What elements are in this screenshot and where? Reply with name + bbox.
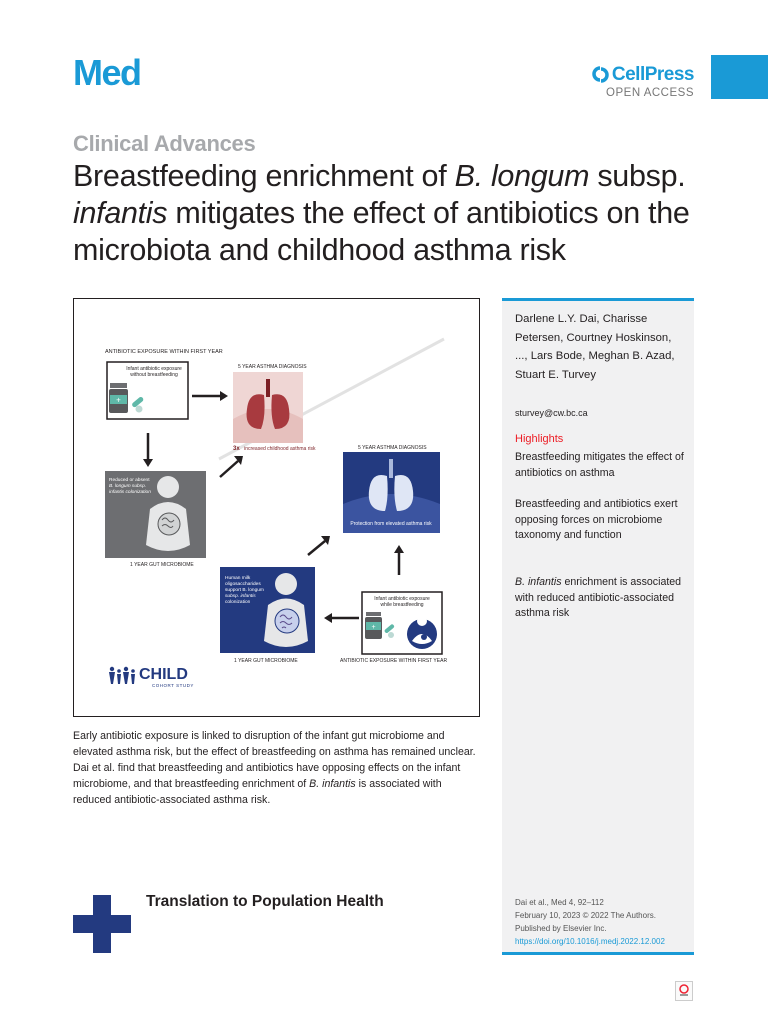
ga-top-heading: ANTIBIOTIC EXPOSURE WITHIN FIRST YEAR — [105, 349, 223, 355]
publisher-logo — [589, 64, 694, 99]
check-updates-icon — [676, 982, 692, 1000]
title-part-italic: infantis — [73, 196, 168, 230]
box1-line1: Infant antibiotic exposure — [126, 366, 182, 372]
micro2-line3: support B. longum — [225, 588, 264, 593]
svg-text:+: + — [116, 395, 121, 405]
category-label: Translation to Population Health — [146, 893, 384, 910]
section-label: Clinical Advances — [73, 131, 256, 156]
medicine-bottle-icon — [109, 383, 128, 413]
asthma-diagnosis-2 — [343, 452, 440, 533]
check-for-updates-badge[interactable] — [675, 981, 693, 1001]
people-icon — [109, 667, 135, 684]
author-list: Darlene L.Y. Dai, Charisse Petersen, Courtney Hoskinson, ..., Lars Bode, Meghan B. Azad, Stuart E. Turvey — [515, 313, 675, 381]
title-part-italic: B. longum — [454, 159, 590, 193]
header-accent-tab — [711, 55, 768, 99]
micro2-line1: Human milk — [225, 576, 251, 581]
doi-link[interactable]: https://doi.org/10.1016/j.medj.2022.12.002 — [515, 937, 665, 946]
citation-publisher: Published by Elsevier Inc. — [515, 924, 607, 933]
exposure-box-no-breastfeeding — [107, 362, 188, 419]
highlight-item: Breastfeeding and antibiotics exert opposing forces on microbiome taxonomy and function — [515, 498, 678, 542]
micro1-line2: B. longum subsp. — [109, 484, 147, 489]
microbiome-panel-2 — [220, 567, 315, 653]
info-sidebar — [502, 298, 694, 955]
micro1-label: 1 YEAR GUT MICROBIOME — [130, 562, 194, 568]
publisher-name: CellPress — [611, 64, 694, 85]
micro1-line1: Reduced or absent — [109, 478, 150, 483]
open-access-label: OPEN ACCESS — [606, 87, 694, 99]
title-part: Breastfeeding enrichment of — [73, 159, 455, 193]
abstract-part: is associated with reduced antibiotic-associated asthma risk. — [73, 778, 442, 806]
micro2-line4: subsp. infantis — [225, 594, 256, 599]
arrow-left-icon — [324, 613, 359, 623]
gut-microbe-icon — [275, 609, 299, 633]
highlight-italic: B. infantis — [515, 576, 562, 588]
abstract-summary — [73, 728, 480, 808]
cellpress-icon — [589, 66, 609, 84]
highlight-item — [515, 575, 687, 622]
micro2-line5: colonization — [225, 600, 251, 605]
exposure-box-breastfeeding — [362, 592, 442, 654]
ga-bottom-heading: ANTIBIOTIC EXPOSURE WITHIN FIRST YEAR — [340, 658, 448, 664]
gut-microbe-icon — [158, 513, 180, 535]
abstract-part-italic: B. infantis — [309, 778, 356, 790]
micro2-label: 1 YEAR GUT MICROBIOME — [234, 658, 298, 664]
title-part: mitigates the effect of antibiotics on the microbiota and childhood asthma risk — [73, 196, 690, 267]
child-cohort-logo — [109, 666, 194, 688]
box2-line2: while breastfeeding — [380, 602, 424, 608]
highlight-item: Breastfeeding mitigates the effect of antibiotics on asthma — [515, 451, 684, 479]
svg-text:+: + — [371, 624, 376, 631]
health-cross-icon — [73, 895, 131, 953]
box2-line1: Infant antibiotic exposure — [374, 596, 430, 602]
highlights-heading: Highlights — [515, 433, 564, 445]
micro1-line3: infantis colonization — [109, 490, 151, 495]
child-logo-sub: COHORT STUDY — [152, 683, 194, 688]
arrow-up-right-icon — [220, 456, 243, 477]
micro2-line2: oligosaccharides — [225, 582, 261, 587]
corresponding-email[interactable]: sturvey@cw.bc.ca — [515, 408, 588, 418]
title-part: subsp. — [589, 159, 686, 193]
citation-journal: Dai et al., Med 4, 92–112 — [515, 898, 604, 907]
diag1-caption-text: increased childhood asthma risk — [244, 446, 316, 452]
diag2-title: 5 YEAR ASTHMA DIAGNOSIS — [358, 445, 427, 451]
graphical-abstract — [73, 298, 480, 717]
arrow-up-icon — [394, 545, 404, 575]
microbiome-panel-1 — [105, 471, 206, 558]
diag1-caption — [233, 446, 316, 452]
arrow-down-icon — [143, 433, 153, 467]
child-logo-main: CHILD — [139, 666, 188, 683]
arrow-up-right-icon — [308, 536, 330, 555]
citation-date: February 10, 2023 © 2022 The Authors. — [515, 911, 656, 920]
arrow-right-icon — [192, 391, 228, 401]
journal-logo: Med — [73, 52, 141, 93]
citation-block — [515, 896, 665, 948]
highlight-text: enrichment is associated with reduced antibiotic-associated asthma risk — [515, 576, 682, 620]
diag1-caption-prefix: 3x — [233, 446, 240, 452]
diag1-title: 5 YEAR ASTHMA DIAGNOSIS — [238, 364, 307, 370]
box1-line2: without breastfeeding — [130, 372, 178, 378]
article-title — [73, 158, 713, 269]
asthma-diagnosis-1 — [233, 372, 303, 443]
diag2-caption: Protection from elevated asthma risk — [350, 521, 432, 527]
abstract-part: Early antibiotic exposure is linked to disruption of the infant gut microbiome and elevated asthma risk, but the effect of breastfeeding on asthma has remained unclear. Dai et al. find that breastfeeding and antibiotics have opposing effects on the infant microbiome, and that breastfeeding enrichment of — [73, 730, 476, 790]
